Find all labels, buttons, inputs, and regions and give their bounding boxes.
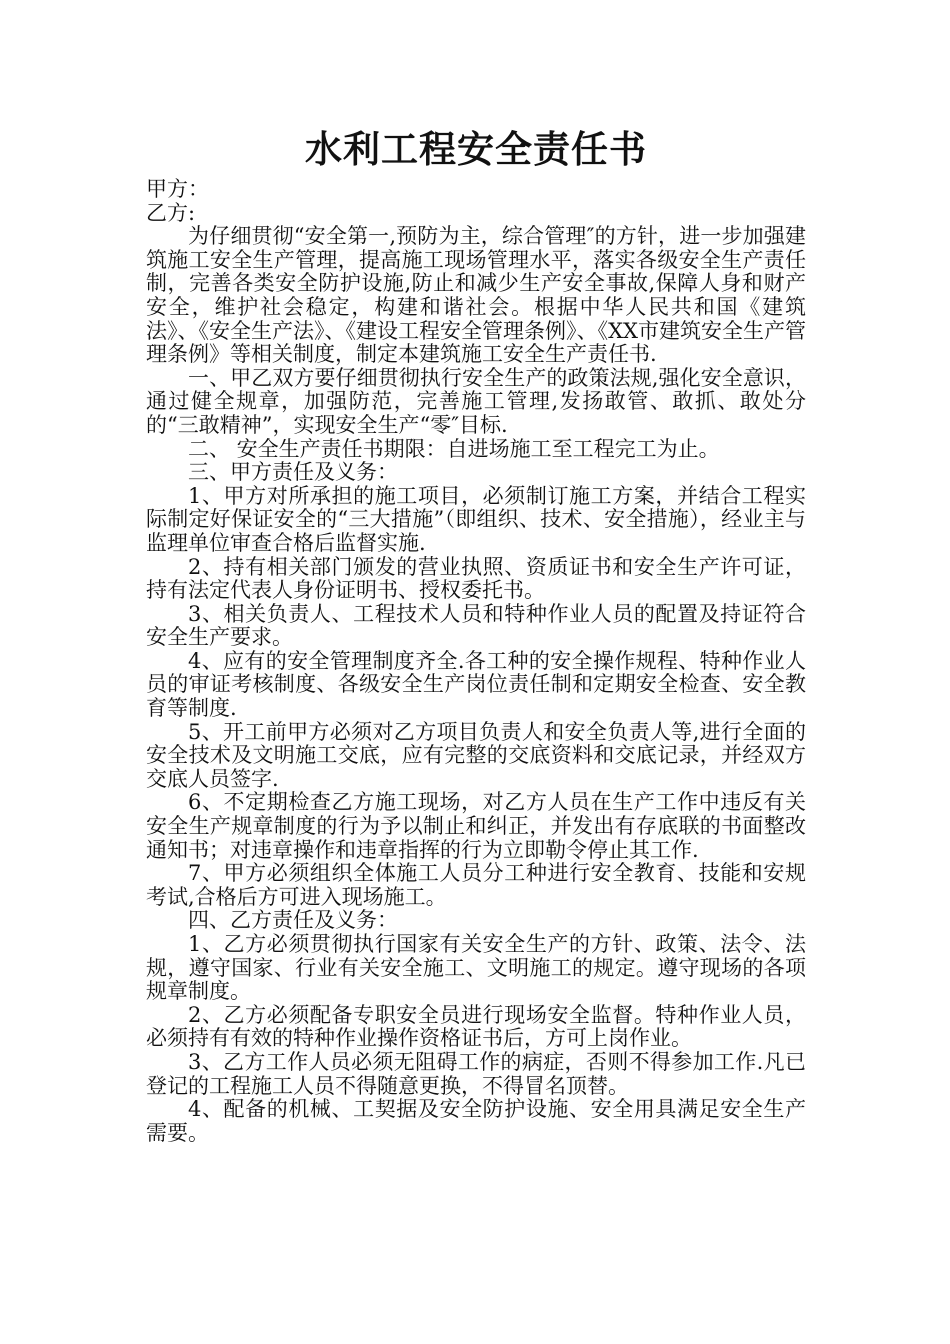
section-3-heading: 三、甲方责任及义务： bbox=[188, 460, 398, 485]
section-4-heading: 四、乙方责任及义务： bbox=[188, 908, 398, 933]
document-page bbox=[146, 122, 806, 1145]
intro-paragraph: 为仔细贯彻“安全第一,预防为主，综合管理″的方针，进一步加强建筑施工安全生产管理，提高施工现场管理水平，落实各级安全生产责任制，完善各类安全防护设施,防止和减少生产安全事故,保障人身和财产安全，维护社会稳定，构建和谐社会。根据中华人民共和国《建筑法》、《安全生产法》、《建设工程安全管理条例》、《XX市建筑安全生产管理条例》等相关制度，制定本建筑施工安全生产责任书. bbox=[146, 224, 806, 367]
party-a-item-1: 1、甲方对所承担的施工项目，必须制订施工方案，并结合工程实际制定好保证安全的“三大措施”（即组织、技术、安全措施），经业主与监理单位审查合格后监督实施. bbox=[146, 483, 806, 555]
section-1-paragraph: 一、甲乙双方要仔细贯彻执行安全生产的政策法规,强化安全意识，通过健全规章，加强防范，完善施工管理,发扬敢管、敢抓、敢处分的“三敢精神”，实现安全生产“零″目标. bbox=[146, 365, 806, 437]
party-a-item-4: 4、应有的安全管理制度齐全.各工种的安全操作规程、特种作业人员的审证考核制度、各级安全生产岗位责任制和定期安全检查、安全教育等制度. bbox=[146, 648, 806, 721]
party-b-line: 乙方: bbox=[146, 200, 196, 225]
party-b-item-2: 2、乙方必须配备专职安全员进行现场安全监督。特种作业人员，必须持有有效的特种作业操作资格证书后，方可上岗作业。 bbox=[146, 1002, 806, 1051]
party-a-item-6: 6、不定期检查乙方施工现场，对乙方人员在生产工作中违反有关安全生产规章制度的行为予以制止和纠正，并发出有存底联的书面整改通知书；对违章操作和违章指挥的行为立即勒令停止其工作. bbox=[146, 790, 806, 862]
party-a-line: 甲方： bbox=[146, 177, 209, 201]
party-a-item-7: 7、甲方必须组织全体施工人员分工种进行安全教育、技能和安规考试,合格后方可进入现场施工。 bbox=[146, 861, 806, 909]
section-2-paragraph: 二、 安全生产责任书期限：自进场施工至工程完工为止。 bbox=[188, 436, 720, 461]
party-a-item-3: 3、相关负责人、工程技术人员和特种作业人员的配置及持证符合安全生产要求。 bbox=[146, 601, 806, 650]
party-b-item-3: 3、乙方工作人员必须无阻碍工作的病症，否则不得参加工作.凡已登记的工程施工人员不得随意更换，不得冒名顶替。 bbox=[146, 1049, 806, 1098]
document-title: 水利工程安全责任书 bbox=[305, 128, 647, 171]
party-a-item-2: 2、持有相关部门颁发的营业执照、资质证书和安全生产许可证，持有法定代表人身份证明书、授权委托书。 bbox=[146, 554, 806, 603]
party-b-item-4: 4、配备的机械、工契据及安全防护设施、安全用具满足安全生产需要。 bbox=[146, 1097, 806, 1145]
party-a-item-5: 5、开工前甲方必须对乙方项目负责人和安全负责人等,进行全面的安全技术及文明施工交底，应有完整的交底资料和交底记录，并经双方交底人员签字. bbox=[146, 719, 806, 791]
party-b-item-1: 1、乙方必须贯彻执行国家有关安全生产的方针、政策、法令、法规，遵守国家、行业有关安全施工、文明施工的规定。遵守现场的各项规章制度。 bbox=[146, 932, 806, 1004]
